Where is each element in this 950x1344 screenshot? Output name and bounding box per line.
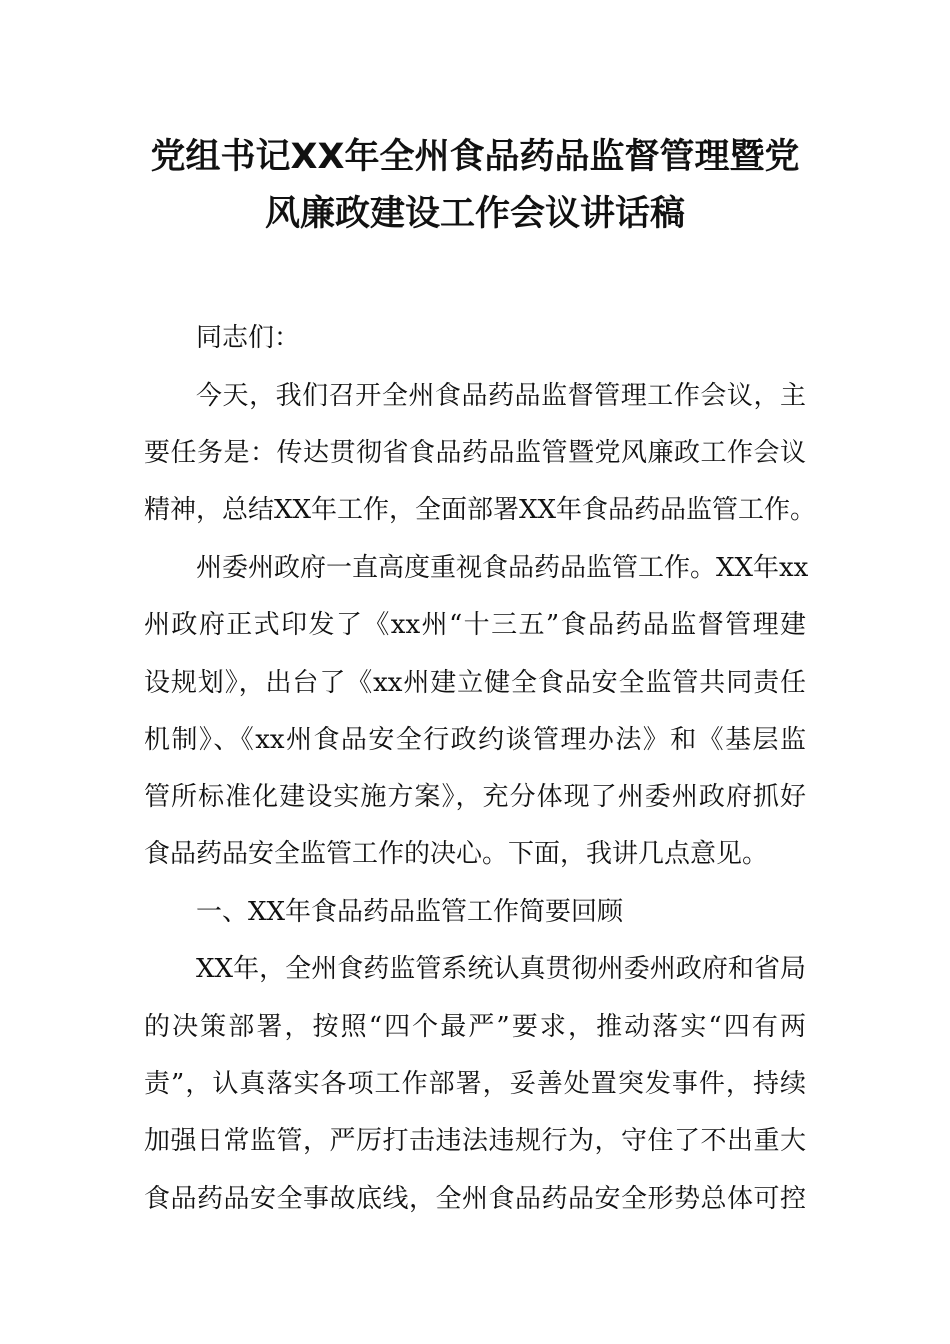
paragraph-line: 精神，总结XX年工作，全面部署XX年食品药品监管工作。	[144, 495, 817, 525]
paragraph-line: 管所标准化建设实施方案》，充分体现了州委州政府抓好	[144, 782, 806, 812]
document-title-line-2: 风廉政建设工作会议讲话稿	[264, 194, 685, 234]
paragraph-line: 今天，我们召开全州食品药品监督管理工作会议，主	[196, 381, 806, 411]
paragraph-line: 州委州政府一直高度重视食品药品监管工作。XX年xx	[196, 553, 809, 583]
paragraph-line: 要任务是：传达贯彻省食品药品监管暨党风廉政工作会议	[144, 438, 806, 468]
paragraph-line: 机制》、《xx州食品安全行政约谈管理办法》和《基层监	[144, 725, 806, 755]
paragraph-line: XX年，全州食药监管系统认真贯彻州委州政府和省局	[196, 954, 806, 984]
paragraph-line: 食品药品安全监管工作的决心。下面，我讲几点意见。	[144, 839, 769, 869]
paragraph-line: 州政府正式印发了《xx州“十三五”食品药品监督管理建	[144, 610, 806, 640]
paragraph-line: 责”，认真落实各项工作部署，妥善处置突发事件，持续	[144, 1069, 806, 1099]
section-heading: 一、XX年食品药品监管工作简要回顾	[196, 897, 624, 927]
paragraph-line: 食品药品安全事故底线，全州食品药品安全形势总体可控	[144, 1184, 806, 1214]
paragraph-line: 设规划》，出台了《xx州建立健全食品安全监管共同责任	[144, 668, 806, 698]
paragraph-line: 的决策部署，按照“四个最严”要求，推动落实“四有两	[144, 1012, 806, 1042]
salutation: 同志们：	[196, 323, 301, 353]
paragraph-line: 加强日常监管，严厉打击违法违规行为，守住了不出重大	[144, 1126, 806, 1156]
document-title-line-1: 党组书记XX年全州食品药品监督管理暨党	[150, 137, 800, 177]
